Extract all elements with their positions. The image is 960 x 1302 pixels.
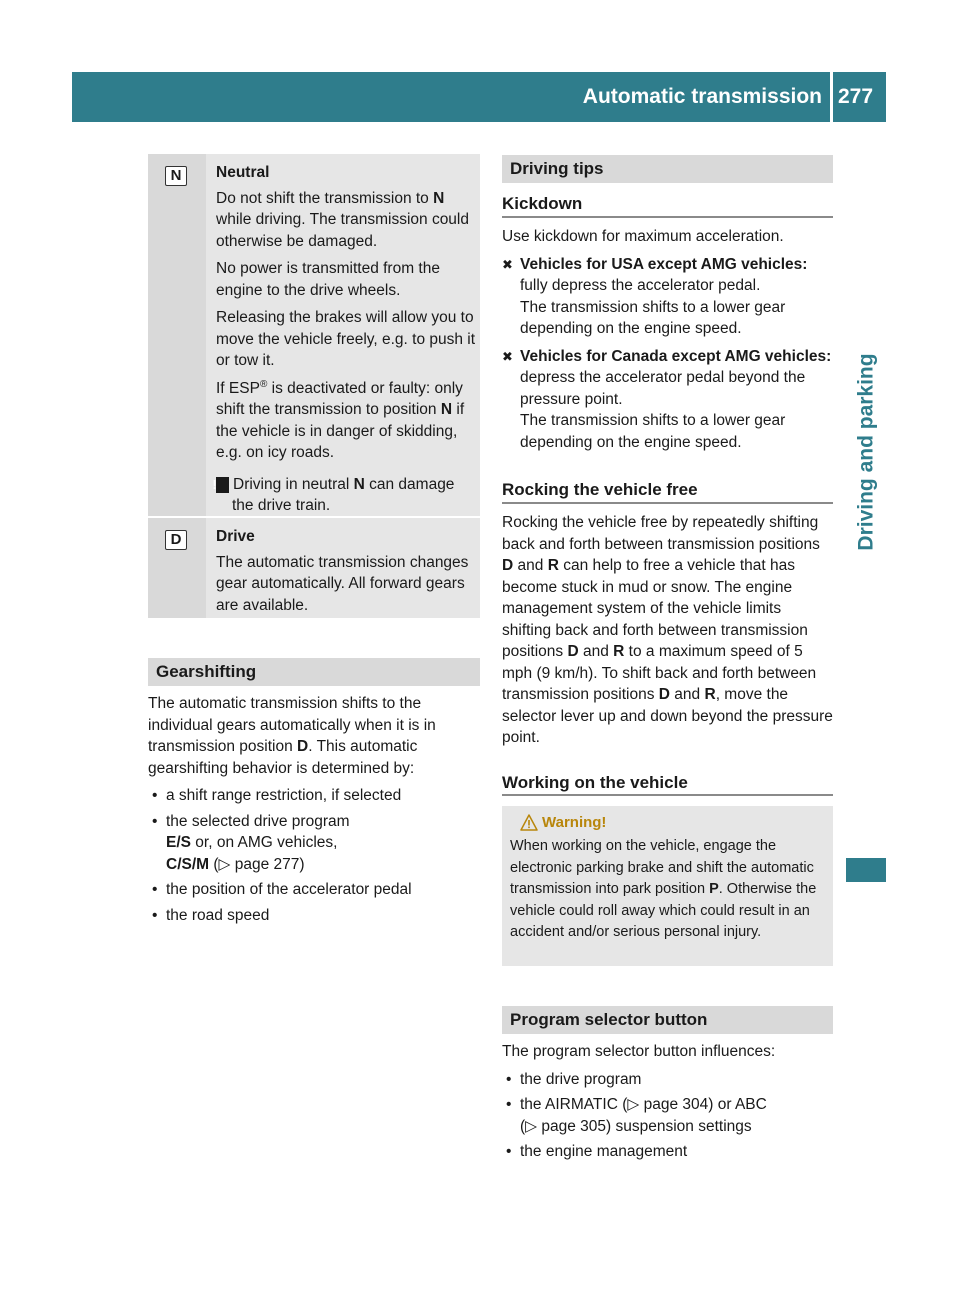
list-item: ✖ Vehicles for USA except AMG vehicles: fully depress the accelerator pedal. The transmission shifts to a lower gear depending on the engine speed. bbox=[502, 255, 808, 337]
program-selector-heading: Program selector button bbox=[502, 1006, 833, 1034]
gear-d-icon: D bbox=[165, 530, 187, 550]
list-item: • a shift range restriction, if selected bbox=[148, 785, 480, 807]
warning-text: When working on the vehicle, engage the electronic parking brake and shift the automatic transmission into park position P. Otherwise the vehicle could roll away which could result in an accident and/or serious personal injury. bbox=[510, 838, 817, 940]
gearshifting-heading: Gearshifting bbox=[148, 658, 480, 686]
kickdown-body bbox=[502, 226, 833, 459]
rocking-body bbox=[502, 512, 833, 749]
gearshifting-intro: The automatic transmission shifts to the individual gears automatically when it is in transmission position D. This automatic gearshifting behavior is determined by: bbox=[148, 695, 436, 777]
list-item: • the selected drive program E/S or, on AMG vehicles, C/S/M (▷ page 277) bbox=[148, 811, 480, 876]
gear-row-drive bbox=[148, 518, 480, 618]
program-selector-body bbox=[502, 1041, 833, 1167]
warning-triangle-icon bbox=[520, 814, 538, 832]
gear-n-icon: N bbox=[165, 166, 187, 186]
gear-n-esp: If ESP® is deactivated or faulty: only shift the transmission to position N if the vehicle is in danger of skidding, e.g. on icy roads. bbox=[216, 378, 465, 461]
rocking-heading: Rocking the vehicle free bbox=[502, 480, 698, 499]
arrow-right-icon: ✖ bbox=[502, 256, 513, 272]
kickdown-intro: Use kickdown for maximum acceleration. bbox=[502, 228, 784, 245]
divider bbox=[502, 794, 833, 796]
page-number: 277 bbox=[838, 85, 874, 108]
gear-n-title: Neutral bbox=[216, 164, 270, 181]
warning-box bbox=[502, 806, 833, 966]
warning-title: Warning! bbox=[542, 814, 607, 831]
list-item: • the position of the accelerator pedal bbox=[148, 879, 480, 901]
gear-d-title: Drive bbox=[216, 528, 255, 545]
rocking-text: Rocking the vehicle free by repeatedly shifting back and forth between transmission positions D and R can help to free a vehicle that has become stuck in mud or snow. The engine management system of the vehicle limits shifting back and forth between transmission positions D and R to a maximum speed of 5 mph (9 km/h). To shift back and forth between transmission positions D and R, move the selector lever up and down beyond the pressure point. bbox=[502, 514, 833, 746]
page-link[interactable]: (▷ page 277) bbox=[209, 855, 305, 873]
divider bbox=[502, 502, 833, 504]
side-tab-marker bbox=[846, 858, 886, 882]
page-link[interactable]: the AIRMATIC (▷ page 304) or ABC bbox=[520, 1096, 767, 1113]
list-item: • the engine management bbox=[502, 1141, 833, 1163]
list-item bbox=[502, 1094, 833, 1137]
driving-tips-heading: Driving tips bbox=[502, 155, 833, 183]
program-selector-intro: The program selector button influences: bbox=[502, 1043, 776, 1060]
page-title: Automatic transmission bbox=[582, 85, 822, 108]
gear-d-content bbox=[216, 526, 478, 622]
side-tab-label: Driving and parking bbox=[854, 353, 878, 551]
gear-n-para: No power is transmitted from the engine to the drive wheels. bbox=[216, 260, 440, 299]
list-item: ✖ Vehicles for Canada except AMG vehicles: depress the accelerator pedal beyond the pressure point. The transmission shifts to a lower gear depending on the engine speed. bbox=[502, 347, 832, 451]
list-item: • the drive program bbox=[502, 1069, 833, 1091]
gear-d-para: The automatic transmission changes gear automatically. All forward gears are available. bbox=[216, 553, 469, 614]
working-heading: Working on the vehicle bbox=[502, 773, 688, 792]
page-link[interactable]: (▷ page 305) suspension settings bbox=[520, 1117, 752, 1135]
gear-n-para: Releasing the brakes will allow you to move the vehicle freely, e.g. to push it or tow it. bbox=[216, 309, 476, 369]
kickdown-heading: Kickdown bbox=[502, 194, 583, 213]
gear-n-note: ! Driving in neutral N can damage the drive train. bbox=[212, 475, 455, 514]
side-tab bbox=[846, 312, 886, 592]
header-separator bbox=[830, 72, 833, 122]
gear-n-para: Do not shift the transmission to N while driving. The transmission could otherwise be damaged. bbox=[216, 189, 469, 250]
gearshifting-body bbox=[148, 693, 480, 930]
list-item: • the road speed bbox=[148, 905, 480, 927]
arrow-right-icon: ✖ bbox=[502, 348, 513, 364]
gear-row-neutral bbox=[148, 154, 480, 518]
caution-icon: ! bbox=[216, 477, 229, 493]
gear-n-content bbox=[212, 162, 478, 523]
divider bbox=[502, 216, 833, 218]
